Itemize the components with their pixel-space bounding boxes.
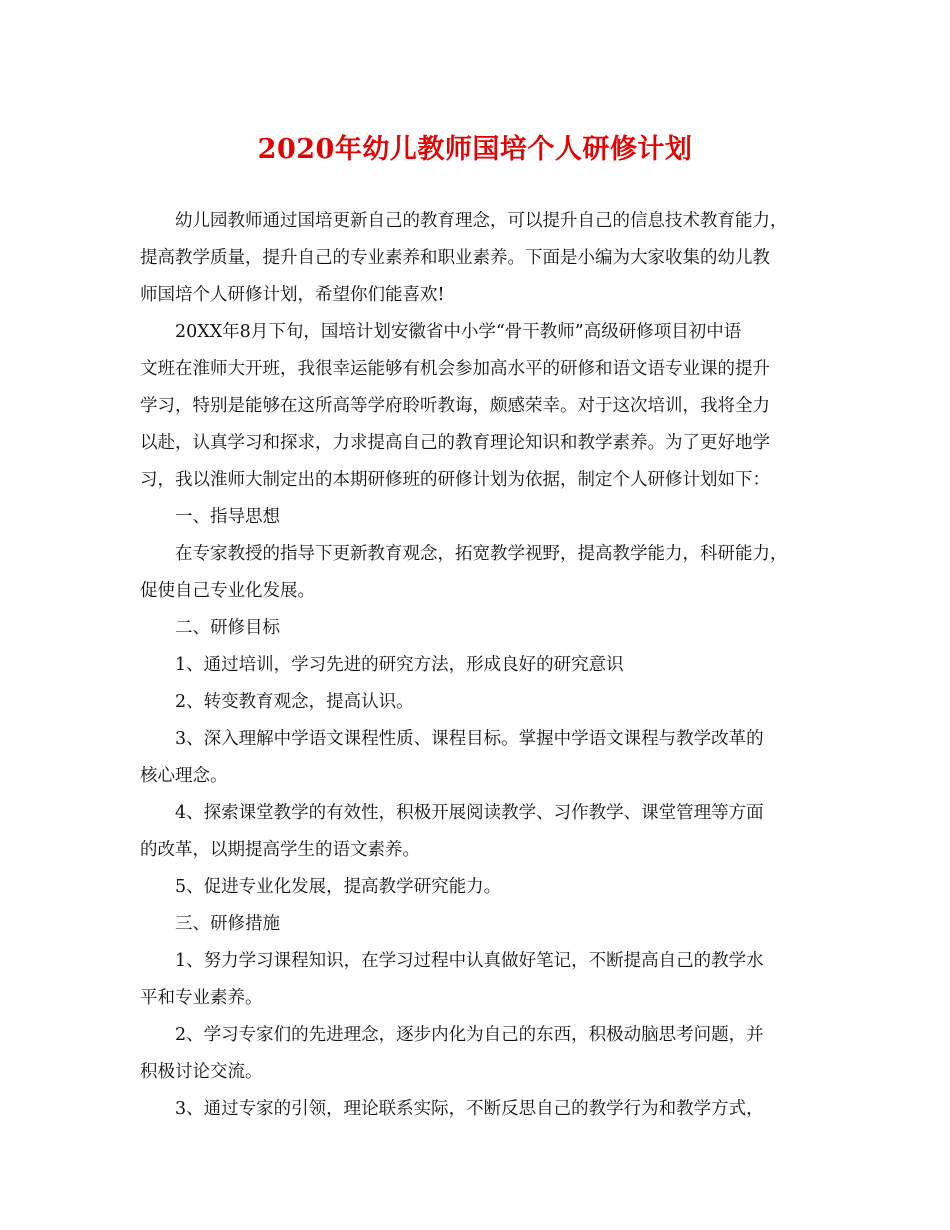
text-line: 三、研修措施 — [175, 914, 280, 934]
text-line: 在专家教授的指导下更新教育观念，拓宽教学视野，提高教学能力，科研能力， — [175, 544, 788, 564]
text-line: 一、指导思想 — [175, 507, 280, 527]
text-line: 习，我以淮师大制定出的本期研修班的研修计划为依据，制定个人研修计划如下： — [140, 470, 770, 490]
text-line: 二、研修目标 — [175, 618, 280, 638]
text-line: 平和专业素养。 — [140, 988, 263, 1008]
text-line: 3、通过专家的引领，理论联系实际，不断反思自己的教学行为和教学方式， — [175, 1099, 764, 1119]
text-line: 师国培个人研修计划，希望你们能喜欢! — [140, 285, 445, 305]
document-body — [140, 203, 820, 1128]
text-line: 1、努力学习课程知识，在学习过程中认真做好笔记，不断提高自己的教学水 — [175, 951, 764, 971]
text-line: 核心理念。 — [140, 766, 228, 786]
text-line: 促使自己专业化发展。 — [140, 581, 315, 601]
text-line: 以赴，认真学习和探求，力求提高自己的教育理论知识和教学素养。为了更好地学 — [140, 433, 770, 453]
text-line: 提高教学质量，提升自己的专业素养和职业素养。下面是小编为大家收集的幼儿教 — [140, 248, 770, 268]
text-line: 4、探索课堂教学的有效性，积极开展阅读教学、习作教学、课堂管理等方面 — [175, 803, 764, 823]
text-line: 2、转变教育观念，提高认识。 — [175, 692, 414, 712]
text-line: 的改革，以期提高学生的语文素养。 — [140, 840, 420, 860]
text-line: 20XX年8月下旬，国培计划安徽省中小学“骨干教师”高级研修项目初中语 — [175, 322, 742, 342]
text-line: 文班在淮师大开班，我很幸运能够有机会参加高水平的研修和语文语专业课的提升 — [140, 359, 770, 379]
text-line: 3、深入理解中学语文课程性质、课程目标。掌握中学语文课程与教学改革的 — [175, 729, 764, 749]
text-line: 积极讨论交流。 — [140, 1062, 263, 1082]
text-line: 1、通过培训，学习先进的研究方法，形成良好的研究意识 — [175, 655, 624, 675]
text-line: 学习，特别是能够在这所高等学府聆听教诲，颇感荣幸。对于这次培训，我将全力 — [140, 396, 770, 416]
text-line: 2、学习专家们的先进理念，逐步内化为自己的东西，积极动脑思考问题，并 — [175, 1025, 764, 1045]
text-line: 幼儿园教师通过国培更新自己的教育理念，可以提升自己的信息技术教育能力， — [175, 211, 788, 231]
document-title: 2020年幼儿教师国培个人研修计划 — [257, 134, 693, 165]
text-line: 5、促进专业化发展，提高教学研究能力。 — [175, 877, 502, 897]
